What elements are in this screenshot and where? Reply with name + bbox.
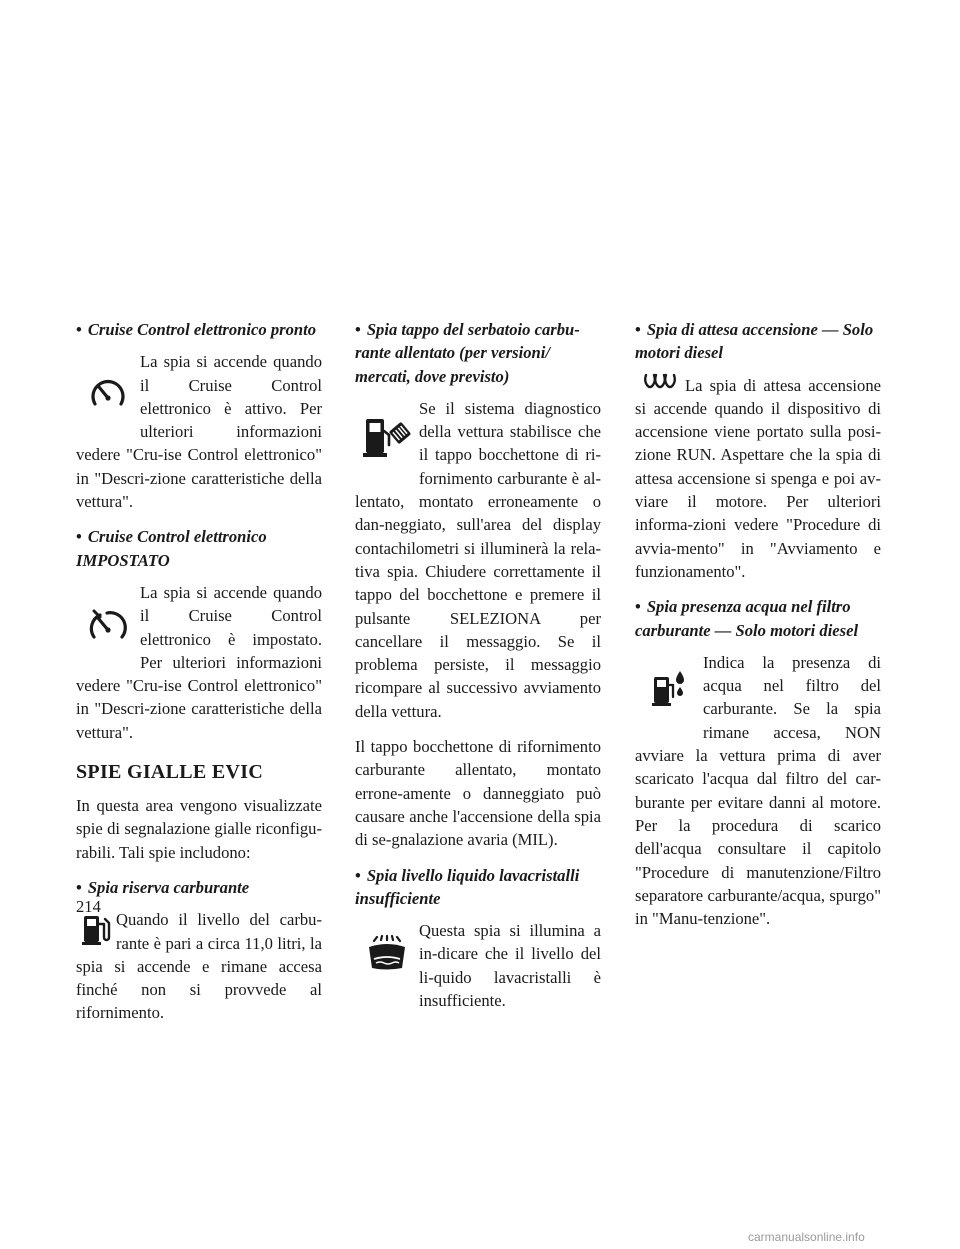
- column-3: [635, 318, 881, 942]
- entry-cruise-set: [76, 581, 322, 744]
- bullet-heading-washer: • Spia livello liquido lavacristalli insufficiente: [355, 865, 580, 908]
- column-1: [76, 318, 322, 1037]
- text-glow: La spia di attesa accensione si accende quando il dispositivo di accensione viene portato sulla posi-zione RUN. Aspettare che la spia di attesa accensione si spenga e poi av-viare il motore. Per ulteriori informa-zioni vedere "Procedure di avvia-mento" in "Avviamento e funzionamento".: [635, 375, 881, 581]
- bullet-heading-glow: • Spia di attesa accensione — Solo motori diesel: [635, 320, 874, 363]
- text-washer: Questa spia si illumina a in-dicare che il livello del li-quido lavacristalli è insufficiente.: [419, 921, 601, 1011]
- entry-glow: [635, 374, 881, 584]
- entry-fuel-reserve: [76, 908, 322, 1024]
- text-cruise-ready: La spia si accende quando il Cruise Control elettronico è attivo. Per ulteriori informazioni vedere "Cru-ise Control elettronico" in "Descri-zione caratteristiche della vettura".: [76, 352, 322, 512]
- speedometer-set-icon: [76, 581, 140, 669]
- washer-fluid-icon: [355, 919, 419, 989]
- text-gas-cap: Se il sistema diagnostico della vettura stabilisce che il tappo bocchettone di ri-fornimento carburante è al-lentato, montato erroneamente o dan-neggiato, sull'area del display contachilometri si illuminerà la rela-tiva spia. Chiudere correttamente il tappo del bocchettone e premere il pulsante SELEZIONA per cancellare il messaggio. Se il problema persiste, il messaggio ricompare al successivo avviamento della vettura.: [355, 398, 601, 721]
- section-title: SPIE GIALLE EVIC: [76, 761, 264, 784]
- text-fuel-reserve: Quando il livello del carbu-rante è pari a circa 11,0 litri, la spia si accende e rimane accesa finché non si provvede al rifornimento.: [76, 910, 322, 1023]
- speedometer-icon: [76, 350, 140, 438]
- bullet-heading-gas-cap: • Spia tappo del serbatoio carbu-rante allentato (per versioni/ mercati, dove previsto): [355, 320, 580, 386]
- bullet-heading-water: • Spia presenza acqua nel filtro carburante — Solo motori diesel: [635, 597, 859, 640]
- watermark: carmanualsonline.info: [748, 1230, 865, 1244]
- entry-gas-cap: [355, 397, 601, 723]
- water-in-fuel-icon: [635, 651, 703, 727]
- text-water: Indica la presenza di acqua nel filtro del carburante. Se la spia rimane accesa, NON avviare la vettura prima di aver scaricato l'acqua dal filtro del car-burante per evitare danni al motore. Per la procedura di scarico dell'acqua consultare il capitolo "Procedure di manutenzione/Filtro separatore carburante/acqua, spurgo" in "Manu-tenzione".: [635, 652, 881, 929]
- gas-cap-note: Il tappo bocchettone di rifornimento carburante allentato, montato errone-amente o danneggiato può causare anche l'accensione della spia di se-gnalazione avaria (MIL).: [355, 737, 601, 850]
- column-2: [355, 318, 601, 1024]
- text-cruise-set: La spia si accende quando il Cruise Control elettronico è impostato. Per ulteriori informazioni vedere "Cru-ise Control elettronico" in "Descri-zione caratteristiche della vettura".: [76, 582, 322, 742]
- entry-washer: [355, 919, 601, 1012]
- section-intro: In questa area vengono visualizzate spie di segnalazione gialle riconfigu-rabili. Tali spie includono:: [76, 796, 322, 862]
- bullet-heading-fuel-reserve: • Spia riserva carburante: [76, 877, 250, 897]
- bullet-heading-cruise-ready: • Cruise Control elettronico pronto: [76, 320, 317, 339]
- glow-plug-icon: [635, 372, 685, 394]
- fuel-cap-icon: [355, 397, 419, 483]
- entry-cruise-ready: [76, 350, 322, 513]
- bullet-heading-cruise-set: • Cruise Control elettronico IMPOSTATO: [76, 527, 267, 570]
- page-number: 214: [76, 897, 101, 916]
- entry-water: [635, 651, 881, 931]
